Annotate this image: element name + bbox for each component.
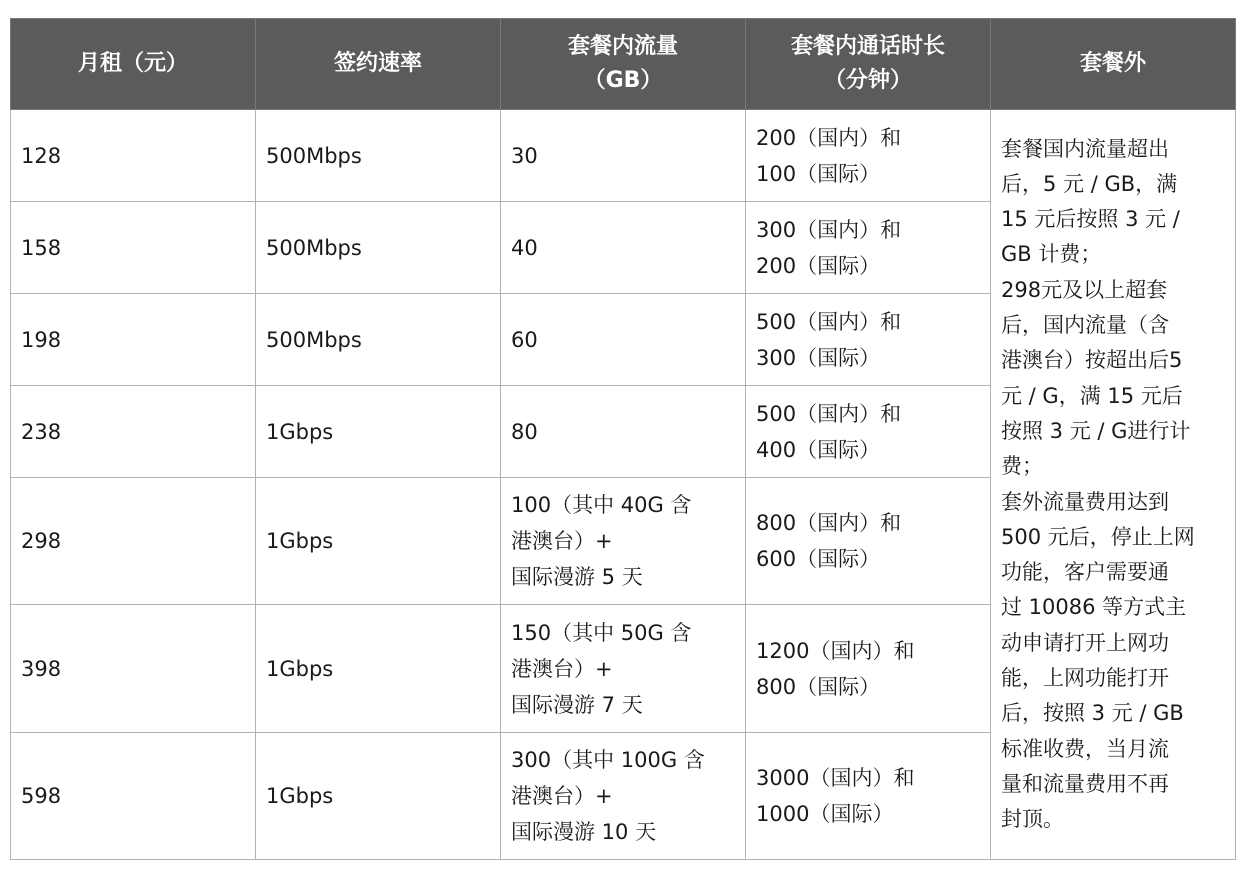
voice-cell	[746, 478, 991, 605]
overage-line: 后，国内流量（含	[1001, 313, 1169, 338]
speed-cell: 500Mbps	[256, 110, 501, 202]
overage-line: 套餐国内流量超出	[1001, 136, 1169, 161]
data-cell	[501, 202, 746, 294]
speed-cell: 1Gbps	[256, 733, 501, 860]
header-text: （GB）	[583, 68, 663, 93]
voice-line: 500（国内）和	[756, 401, 902, 426]
voice-line: 800（国内）和	[756, 511, 902, 535]
data-cell	[501, 733, 746, 860]
data-cell	[501, 478, 746, 605]
header-text: 签约速率	[333, 51, 422, 76]
overage-line: 15 元后按照 3 元 /	[1001, 207, 1180, 232]
overage-line: 后，按照 3 元 / GB	[1001, 701, 1184, 726]
overage-line: 后，5 元 / GB，满	[1001, 171, 1178, 196]
overage-line: 元 / G，满 15 元后	[1001, 383, 1183, 408]
rent-cell: 238	[11, 386, 256, 478]
data-line: 国际漫游 7 天	[511, 692, 643, 717]
speed-cell: 1Gbps	[256, 386, 501, 478]
overage-line: 费；	[1001, 454, 1043, 479]
voice-line: 400（国际）	[756, 437, 881, 462]
data-cell	[501, 110, 746, 202]
speed-cell: 1Gbps	[256, 605, 501, 733]
voice-cell	[746, 294, 991, 386]
overage-cell	[991, 110, 1236, 860]
header-row	[11, 19, 1236, 110]
rent-cell: 128	[11, 110, 256, 202]
header-speed	[256, 19, 501, 110]
voice-cell	[746, 386, 991, 478]
data-cell	[501, 605, 746, 733]
data-line: 国际漫游 10 天	[511, 820, 657, 844]
data-cell	[501, 294, 746, 386]
data-line: 30	[511, 143, 538, 168]
voice-line: 3000（国内）和	[756, 766, 915, 790]
voice-cell	[746, 733, 991, 860]
voice-line: 1000（国际）	[756, 802, 894, 826]
overage-line: 套外流量费用达到	[1001, 489, 1169, 514]
voice-cell	[746, 110, 991, 202]
speed-cell: 1Gbps	[256, 478, 501, 605]
overage-line: 动申请打开上网功	[1001, 630, 1169, 655]
overage-line: 封顶。	[1001, 807, 1064, 832]
overage-line: 功能，客户需要通	[1001, 560, 1169, 585]
rent-cell: 598	[11, 733, 256, 860]
voice-line: 200（国际）	[756, 253, 881, 278]
overage-line: 过 10086 等方式主	[1001, 595, 1187, 620]
rent-cell: 158	[11, 202, 256, 294]
data-line: 100（其中 40G 含	[511, 493, 692, 517]
voice-line: 300（国内）和	[756, 217, 902, 242]
plan-table	[10, 18, 1236, 860]
voice-line: 1200（国内）和	[756, 638, 915, 663]
rent-cell: 398	[11, 605, 256, 733]
data-cell	[501, 386, 746, 478]
overage-line: GB 计费；	[1001, 242, 1102, 267]
data-line: 国际漫游 5 天	[511, 565, 643, 589]
header-text: 套餐内流量	[567, 34, 678, 59]
header-text: 月租（元）	[77, 51, 188, 76]
overage-line: 298元及以上超套	[1001, 277, 1168, 302]
overage-line: 量和流量费用不再	[1001, 771, 1169, 796]
data-line: 港澳台）+	[511, 784, 613, 808]
voice-line: 500（国内）和	[756, 309, 902, 334]
header-text: （分钟）	[823, 68, 912, 93]
header-text: 套餐外	[1079, 51, 1146, 76]
data-line: 300（其中 100G 含	[511, 748, 705, 772]
header-monthly-rent	[11, 19, 256, 110]
data-line: 150（其中 50G 含	[511, 620, 692, 645]
table-row	[11, 110, 1236, 202]
voice-line: 600（国际）	[756, 547, 881, 571]
overage-line: 500 元后，停止上网	[1001, 524, 1195, 549]
rent-cell: 298	[11, 478, 256, 605]
speed-cell: 500Mbps	[256, 202, 501, 294]
voice-cell	[746, 202, 991, 294]
overage-line: 按照 3 元 / G进行计	[1001, 418, 1191, 443]
data-line: 港澳台）+	[511, 529, 613, 553]
voice-line: 200（国内）和	[756, 125, 902, 150]
header-data-allowance	[501, 19, 746, 110]
voice-line: 800（国际）	[756, 674, 881, 699]
data-line: 40	[511, 235, 538, 260]
overage-line: 港澳台）按超出后5	[1001, 348, 1183, 373]
rent-cell: 198	[11, 294, 256, 386]
data-line: 60	[511, 327, 538, 352]
overage-line: 标准收费，当月流	[1001, 736, 1169, 761]
data-line: 港澳台）+	[511, 656, 613, 681]
data-line: 80	[511, 419, 538, 444]
voice-line: 100（国际）	[756, 161, 881, 186]
header-voice-minutes	[746, 19, 991, 110]
overage-line: 能，上网功能打开	[1001, 665, 1169, 690]
header-text: 套餐内通话时长	[790, 34, 945, 59]
speed-cell: 500Mbps	[256, 294, 501, 386]
voice-line: 300（国际）	[756, 345, 881, 370]
voice-cell	[746, 605, 991, 733]
header-overage	[991, 19, 1236, 110]
